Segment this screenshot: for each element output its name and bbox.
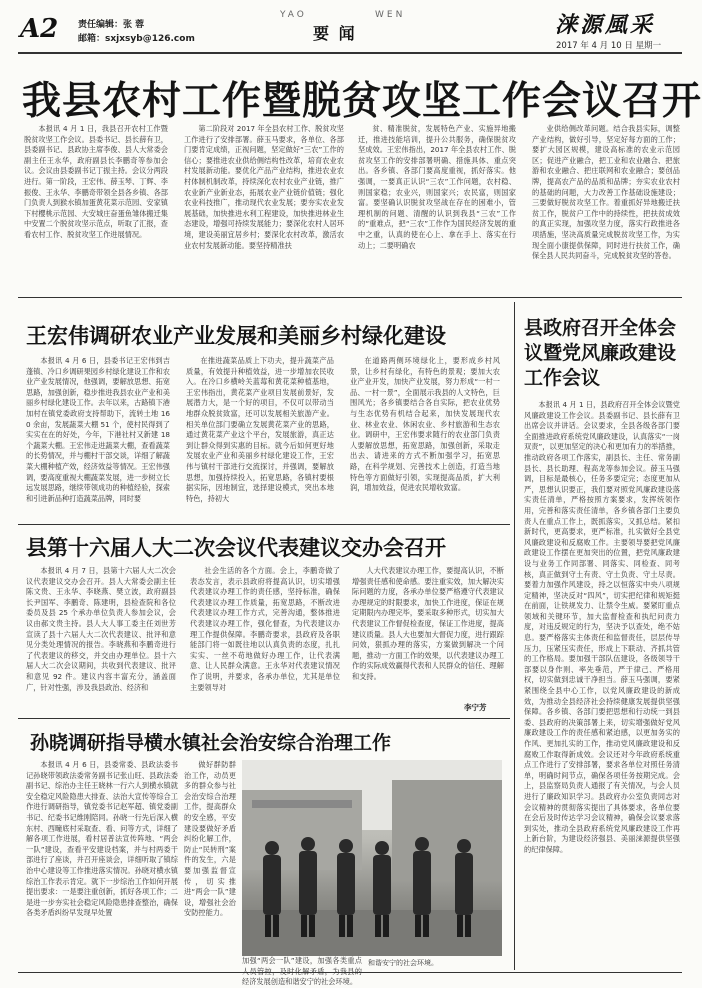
story4-headline: 孙晓调研指导横水镇社会治安综合治理工作: [30, 732, 392, 754]
story3-author: 李宁芳: [464, 703, 487, 712]
sidebar-divider: [514, 302, 515, 970]
story2-column-1: 本报讯 4 月 6 日，县委书记王宏伟到吉蓬镇、冷口乡调研果园乡村绿化建设工作和农业产业发展情况，他强调，要解放思想、拓宽思路，加强创新，稳步推进我县农业产业和美丽乡村绿化建设工作。去年以来，古路镇下港加村在镇党委政府支持帮助下，流转土地 160 余亩，发展蔬菜大棚 51 个，使村民得到了实实在在的好处，今年，下港社村又新建 18 个蔬菜大棚。王宏伟走进蔬菜大棚，查看蔬菜的长势情况，并与棚村干部交谈，详细了解蔬菜大棚种植产效，经济效益等情况。王宏伟强调，要高度重视大棚蔬菜发展，进一步树立长远发展思路，继续带领成功的种植经验，探索和引进新品种打造蔬菜品牌，同时要: [26, 356, 170, 503]
story3-column-2: 社会生活的各个方面。会上，李鹏奇做了表态发言，表示县政府将提高认识，切实增强代表建议办理工作的责任感，坚持标准，确保代表建议办理工作质量，拓宽思路，不断改进代表建议办理工作方式，完善沟通，整体推进代表建议办理工作，强化督查，为代表建议办理工作提供保障。李鹏奇要求，县政府及各职能部门将一如既往地以认真负责的态度，扎扎实实、一丝不苟地做好办理工作，让代表满意、让人民群众满意。王永华对代表建议情况作了说明，并要求，各承办单位，尤其是单位主要领导对: [190, 566, 340, 692]
lead-column-1: 本报讯 4 月 1 日，我县召开农村工作暨脱贫攻坚工作会议。县委书记、县长薛有卫，县委副书记、县政协主席李俊、县人大常委会副主任王永华，政府副县长李鹏奇等参加会议。会议由县委副书记丁振主持。会议分两段进行。第一阶段，王宏伟、薛玉琴、丁辉、李振俊、王永华、李鹏奇带领全县各乡镇、各部门负责人到猴水镇加蛋黄花菜示范园、安家镇下村樱桃示范园、大安城庄奋蛋鱼雏体搬迁集中安置二个脱贫攻坚示范点，听取了汇报，查看农村工作、脱贫攻坚工作进展情况。: [24, 124, 168, 239]
news-photo: [242, 760, 502, 956]
lead-column-3: 贫、精准脱贫，发展特色产业、实施异地搬迁，推进技能培训，提升公共服务，确保脱贫攻坚成效。王宏伟指出，2017 年全县农村工作、脱贫攻坚工作的安排部署明确、措施具体、重点突出。各乡镇、各部门要高度重视，抓好落实。他强调，一要真正认识“三农”工作问题，农村稳、则国家稳；农业兴，则国家兴；农民富，则国家富。要坚确认识脱贫攻坚战在存在的困难小，管理机制的问题、清醒的认识到我县“三农”工作的“重难点，把“三农”工作作为国民经济发展的重中之重，认真的使在心上、拿在手上、落实在行动上；二要明确农: [358, 124, 516, 250]
lead-headline: 我县农村工作暨脱贫攻坚工作会议召开: [22, 79, 702, 124]
story2-bottom-rule: [18, 524, 510, 525]
lead-bottom-rule: [18, 297, 682, 298]
building-right: [392, 780, 502, 880]
story3-column-3: 人大代表建议办理工作，要提高认识，不断增强责任感和使命感。要注重实效，加大解决实际问题的力度，各承办单位要严格遵守代表建议办理规定的时限要求，加快工作进度，保证在规定期限内办理完毕，要采取多种形式，切实加大代表建议工作督促检查度，保证工作进度，提高建议质量。县人大也要加大督促力度，进行跟踪问效，狠抓办理的落实，方案做到解决一个问题，推动一方面工作的效果，以代表建议办理工作的实际成效赢得代表和人民群众的信任、理解和支持。: [352, 566, 504, 681]
story3-headline: 县第十六届人大二次会议代表建议交办会召开: [26, 536, 446, 560]
story4-column-2: 做好群防群治工作，动员更多的群众参与社会治安综合治理工作，提高群众的安全感，平安建设要做好矛盾纠纷化解工作，防止“民转刑”案件的发生，六是要加强监督宣传，切实推进“两会一队”建设，增强社会治安防控能力。: [184, 760, 236, 918]
date-line: 2017 年 4 月 10 日 星期一: [556, 41, 662, 51]
page-number: A2: [20, 14, 59, 44]
pinyin-left: YAO: [280, 10, 307, 20]
masthead-rule: [18, 52, 682, 54]
building-sign: [252, 800, 352, 808]
page-bottom-rule: [18, 972, 682, 973]
story3-column-1: 本报讯 4 月 7 日，县第十六届人大二次会议代表建议交办会召开。县人大常委会副主任陈文贵、王永华、李晓燕、樊立波，政府副县长尹国军、李鹏奇、陈建明，县检查院和各位委员及县 25 个承办单位负责人参加会议，会议由郝文贵主持。县人大人事工委主任刘世芳宣读了县十六届人大二次代表建议、批评和意见分类处理情况的报告。李晓燕和李鹏奇进行了代表建议的移交，并交由办理单位。县十六届人大二次会议期间，共收到代表建议、批评和意见 92 件。建议内容丰富充分，涵盖面广，针对性强，涉及我县政治、经济和: [26, 566, 176, 692]
story2-column-3: 在道路两侧环境绿化上，要形成乡村风景，让乡村有绿化，有特色的景观；要加大农业产业开发，加快产业发展，努力形成“一村一品、一村一景”，全面展示我县的人文特色，巨围风光；各乡镇要结合各自实际，把农业优势与生态优势有机结合起来，加快发展现代农业、林业农业、休闲农业、乡村旅游和生态农业。调研中，王宏伟要求随行的农业部门负责人要解放思想，拓宽思路，加强创新，采取走出去、请进来的方式不断加强学习，拓宽思路，在科学规划、完善技术上创造，打造当地特色等方面做好引领，实现提高品质，扩大利润，增加效益，促进农民增收致富。: [350, 356, 500, 493]
photo-caption: 和谐安宁的社会环境。: [368, 959, 438, 967]
story3-bottom-rule: [18, 718, 510, 719]
sidebar-headline: 县政府召开全体会议暨党风廉政建设工作会议: [524, 317, 677, 389]
sidebar-text: 本报讯 4 月 1 日，县政府召开全体会议暨党风廉政建设工作会议。县委副书记、县长薛有卫出席会议并讲话。会议要求，全县各级各部门要全面推进政府系统党风廉政建设，认真落实“一岗双责”，以更加坚定的决心和更加有力的举措推，推动政府各项工作落实，副县长、主任、常务副县长、县长助理、程高龙等参加会议。薛玉马强调，目标是最核心，任务多要定完；态度更加从严，思想认识要正，我们要对照党风廉政建设落实责任清单，严格按照方案要求，发挥统领作用，完善和落实责任清单，各乡镇各部门主要负责人在重点工作上，既抓落实，又抓总结。紧扣新时代，更高要求，更严标准，扎实做好全县党风廉政建设和反腐败工作。主要领导要把党风廉政建设工作摆在更加突出的位置，把党风廉政建设与业务工作同部署、同落实、同检查、同考核，真正做到守土有责、守土负责、守土尽责。要着力加强作风建设，持之以恒落实中央八项规定精神，坚决反对“四风”，切实把纪律和规矩挺在前面，让铁规发力、让禁令生威。要紧盯重点领域和关键环节，加大监督检查和执纪问责力度，对违反规定的行为，坚决予以查处，绝不姑息。要严格落实主体责任和监督责任，层层传导压力，压紧压实责任，形成上下联动、齐抓共管的工作格局。要加强干部队伍建设，各级领导干部要以身作则、率先垂范，严于律己、严格用权，切实做到忠诚干净担当。薛玉马强调，要紧紧围绕全县中心工作，以党风廉政建设的新成效，为推动全县经济社会持续健康发展提供坚强保障。各乡镇、各部门要把思想和行动统一到县委、县政府的决策部署上来，切实增强做好党风廉政建设工作的责任感和紧迫感，以更加务实的作风、更加扎实的工作，推动党风廉政建设和反腐败工作取得新成效。会议还对今年政府系统重点工作进行了安排部署，要求各单位对照任务清单，明确时间节点，确保各项任务按期完成。会上，县监察局负责人通报了有关情况，与会人员进行了廉政知识学习。县政府办公室负责同志对会议精神的贯彻落实提出了具体要求，各单位要在会后及时传达学习会议精神，确保会议要求落到实处，推动全县政府系统党风廉政建设工作再上新台阶，为建设经济强县、美丽涞源提供坚强的纪律保障。: [524, 400, 680, 854]
story4-column-3: 加强“两会一队”建设，加强各类重点 经济发展创造和谐安宁的社会环境。: [242, 956, 362, 987]
story2-headline: 王宏伟调研农业产业发展和美丽乡村绿化建设: [26, 324, 446, 348]
story2-column-2: 在推进蔬菜品质上下功夫，提升蔬菜产品质量，有效提升种植效益，进一步增加农民收入。在冷口乡横岭关蓝莓和黄花菜种植基地，王宏伟指出，黄花菜产业项目发展前景好，发展潜力大，是一个好的项目，不仅可以带动当地群众脱贫致富，还可以发展相关旅游产业。相关单位部门要确立发展黄花菜产业的思路，通过黄花菜产业这个平台，发展旅游，真正达到让群众得到实惠的目标。就今后如何更好地发展农业产业和美丽乡村绿化建设工作，王宏伟与镇村干部进行交流探讨，并强调，要解放思想，加强持续投入，拓宽思路，各镇村要根据实际，因地制宜，选择建设模式，突出本地特色，持初大: [186, 356, 334, 503]
email-label: 邮箱：sxjxsyb@126.com: [78, 34, 195, 44]
lead-column-2: 第二阶段对 2017 年全县农村工作、脱贫攻坚工作进行了安排部署。薛玉马要求，各单位、各部门要肯定成绩，正视问题，坚定做好“三农”工作的信心；要推进农业供给侧结构性改革，培育农业农村发展新动能。要优化产品产业结构，推进农业农村体制机制改革，持续深化农村农业产业链，推广农业新产业新业态，拓展农业产业链价值链；强化农业科技推广，推动现代农业发展；要夯实农业发展基础，加快推进水利工程建设，加快推进林业生态建设，增强可持续发展能力；要深化农村人居环境，建设美丽宜居乡村；要深化农村改革，激活农业农村发展新动能。要坚持精准扶: [184, 124, 344, 250]
pinyin-right: WEN: [375, 10, 406, 20]
lead-column-4: 业供给侧改革问题。结合我县实际，调整产业结构，做好引导，坚定好每方面的工作；要扩大园区规模，建设高标准的农业示范园区；促进产业融合，把工业和农业融合、把旅游和农业融合、把庄联网和农业融合；要创品牌，提高农产品的品质和品牌；夯实农业农村的基础的问题，大力改善工作基础设施建设；三要做好脱贫攻坚工作。着重抓好异地搬迁扶贫工作，脱贫户工作中的持续性，把扶贫成效的真正实现，加强攻坚力度，落实行政推进各项措施，坚决高质量完成脱贫攻坚工作，为实现全面小康提供保障，同时进行扶贫工作，确保全县人民共同奋斗，完成脱贫攻坚的答卷。: [532, 124, 680, 261]
editor-label: 责任编辑：张 蓉: [78, 20, 145, 30]
photo-scene: [242, 760, 502, 956]
story4-column-1: 本报讯 4 月 6 日，县委常委、县政法委书记孙晓带领政法委常务副书记张山旺、县政法委副书记、综治办主任王晓林一行六人到横水镇就安全稳定风险隐患大排查、法治大宣传等综合工作进行调研指导，镇党委书记赵军超、镇党委副书记、纪委书记维刚陪同。孙晓一行先后深入横东村、西疃底村采取查、看、问等方式，详细了解各项工作进展，看村居普法宣传阵地、“两会一队”建设，查看平安建设档案，并与村两委干部进行了座谈，并召开座谈会，详细听取了镇综治中心建设等工作推进落实情况。孙晓对横水镇综治工作表示肯定。就下一步综治工作如何开展提出要求：一是要注重创新，抓好各项工作；二是进一步夯实社会稳定风险隐患排查整治，确保各类矛盾纠纷早发现早处置: [26, 760, 178, 918]
section-title: 要 闻: [313, 24, 357, 43]
paper-title: 涞源風采: [555, 12, 656, 38]
